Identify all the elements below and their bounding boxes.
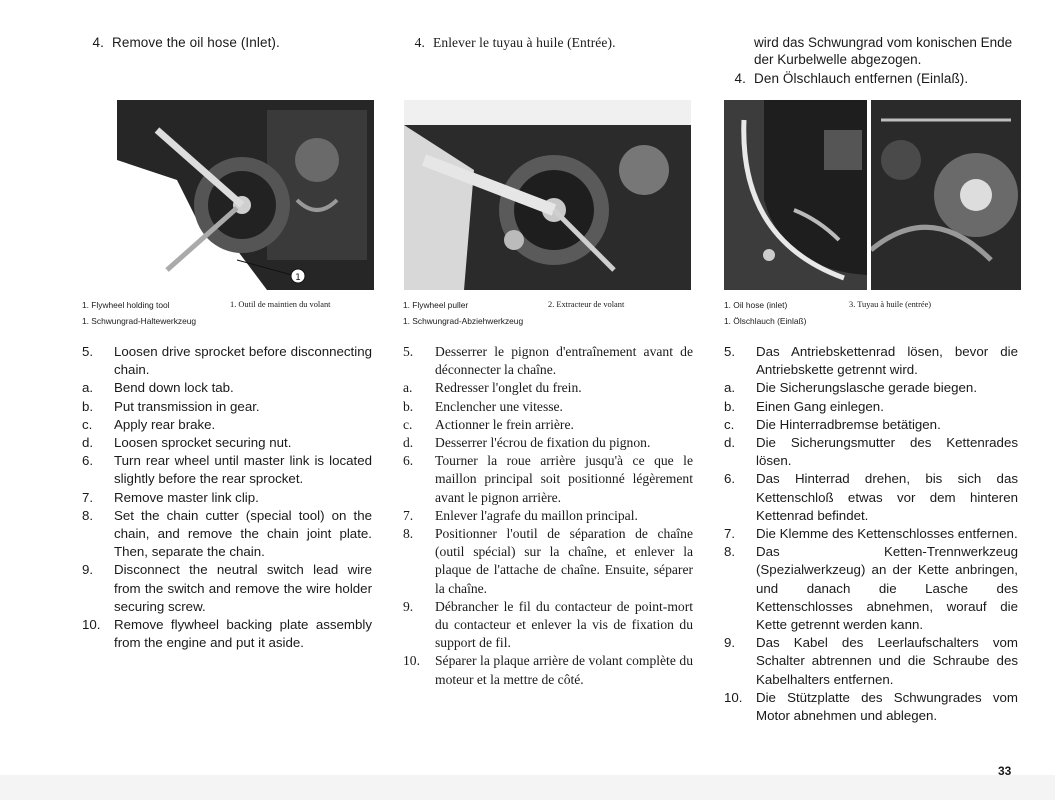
- list-item: 6. Turn rear wheel until master link is located slightly before the rear sprocket.: [82, 453, 372, 487]
- list-item: c. Actionner le frein arrière.: [403, 416, 574, 432]
- list-item: b. Einen Gang einlegen.: [724, 398, 884, 414]
- list-item: 9. Débrancher le fil du contacteur de point-mort du contacteur et enlever la vis de fixation du support de fil.: [403, 598, 693, 651]
- list-item: 7. Die Klemme des Kettenschlosses entfernen.: [724, 526, 1018, 542]
- list-item: 8. Set the chain cutter (special tool) on the chain, and remove the chain joint plate. Then, separate the chain.: [82, 507, 372, 560]
- caption-de: 1. Schwungrad-Haltewerkzeug: [82, 316, 197, 326]
- list-item: a. Bend down lock tab.: [82, 380, 234, 396]
- list-item: 6. Das Hinterrad drehen, bis sich das Kettenschloß etwas vor dem hinteren Kettenrad befindet.: [724, 471, 1018, 523]
- list-item: 5. Loosen drive sprocket before disconnecting chain.: [82, 344, 372, 378]
- caption-en: 1. Oil hose (inlet): [724, 300, 788, 310]
- photo-oil-hose-right: [871, 100, 1021, 290]
- photo-callout-number: 1: [295, 273, 301, 283]
- step-number: 4.: [92, 35, 104, 50]
- list-item: 9. Das Kabel des Leerlaufschalters vom Schalter abtrennen und die Schraube des Kabelhalters entfernen.: [724, 635, 1018, 687]
- caption-de: 1. Ölschlauch (Einlaß): [724, 316, 807, 326]
- photo-oil-hose-left: [724, 100, 867, 290]
- list-item: 8. Positionner l'outil de séparation de chaîne (outil spécial) sur la chaîne, et enlever la plaque de l'attache de chaîne. Ensuite, séparer la chaîne.: [403, 526, 693, 596]
- step-number: 4.: [734, 71, 746, 86]
- continued-text: wird das Schwungrad vom konischen Ende der Kurbelwelle abgezogen.: [754, 35, 1013, 67]
- list-item: d. Die Sicherungsmutter des Kettenrades lösen.: [724, 435, 1018, 469]
- step-4-heading: [724, 71, 968, 86]
- list-item: b. Enclencher une vitesse.: [403, 398, 563, 414]
- step-4-heading: [403, 35, 616, 51]
- caption-fr: 1. Outil de maintien du volant: [230, 300, 331, 309]
- list-item: a. Die Sicherungslasche gerade biegen.: [724, 380, 978, 396]
- list-item: 10. Remove flywheel backing plate assembly from the engine and put it aside.: [82, 617, 372, 651]
- step-list: [403, 343, 693, 689]
- page-number: 33: [998, 764, 1012, 778]
- step-text: Remove the oil hose (Inlet).: [112, 35, 280, 50]
- list-item: 5. Desserrer le pignon d'entraînement avant de déconnecter la chaîne.: [403, 344, 693, 378]
- step-4-heading: [82, 35, 280, 50]
- caption-fr: 2. Extracteur de volant: [548, 300, 625, 309]
- list-item: 9. Disconnect the neutral switch lead wire from the switch and remove the wire holder securing screw.: [82, 562, 372, 614]
- list-item: 5. Das Antriebskettenrad lösen, bevor die Antriebskette getrennt wird.: [724, 344, 1018, 378]
- list-item: c. Apply rear brake.: [82, 416, 216, 432]
- list-item: d. Loosen sprocket securing nut.: [82, 435, 292, 451]
- list-item: 7. Enlever l'agrafe du maillon principal.: [403, 507, 638, 523]
- step-list: [724, 343, 1018, 725]
- step-text: Enlever le tuyau à huile (Entrée).: [433, 35, 616, 50]
- step-text: Den Ölschlauch entfernen (Einlaß).: [754, 71, 969, 86]
- caption-de: 1. Schwungrad-Abziehwerkzeug: [403, 316, 524, 326]
- photo-flywheel-holding-tool: [117, 100, 374, 290]
- caption-fr: 3. Tuyau à huile (entrée): [849, 300, 932, 309]
- step-number: 4.: [414, 35, 425, 50]
- list-item: 10. Séparer la plaque arrière de volant complète du moteur et la mettre de côté.: [403, 653, 693, 687]
- caption-en: 1. Flywheel puller: [403, 300, 469, 310]
- list-item: d. Desserrer l'écrou de fixation du pignon.: [403, 435, 651, 451]
- list-item: 6. Tourner la roue arrière jusqu'à ce que le maillon principal soit positionné légèrement avant le pignon arrière.: [403, 453, 693, 505]
- list-item: c. Die Hinterradbremse betätigen.: [724, 416, 941, 432]
- list-item: 10. Die Stützplatte des Schwungrades vom Motor abnehmen und ablegen.: [724, 689, 1018, 724]
- caption-en: 1. Flywheel holding tool: [82, 300, 170, 310]
- list-item: a. Redresser l'onglet du frein.: [403, 380, 582, 396]
- step-list: [82, 343, 372, 652]
- list-item: 7. Remove master link clip.: [82, 489, 259, 505]
- page-bottom-shade: [0, 775, 1055, 800]
- list-item: b. Put transmission in gear.: [82, 398, 260, 414]
- list-item: 8. Das Ketten-Trennwerkzeug (Spezialwerkzeug) an der Kette anbringen, und danach die Lasche des Kettenschlosses abnehmen, worauf die Kette getrennt werden kann.: [724, 544, 1018, 633]
- photo-flywheel-puller: [404, 100, 691, 290]
